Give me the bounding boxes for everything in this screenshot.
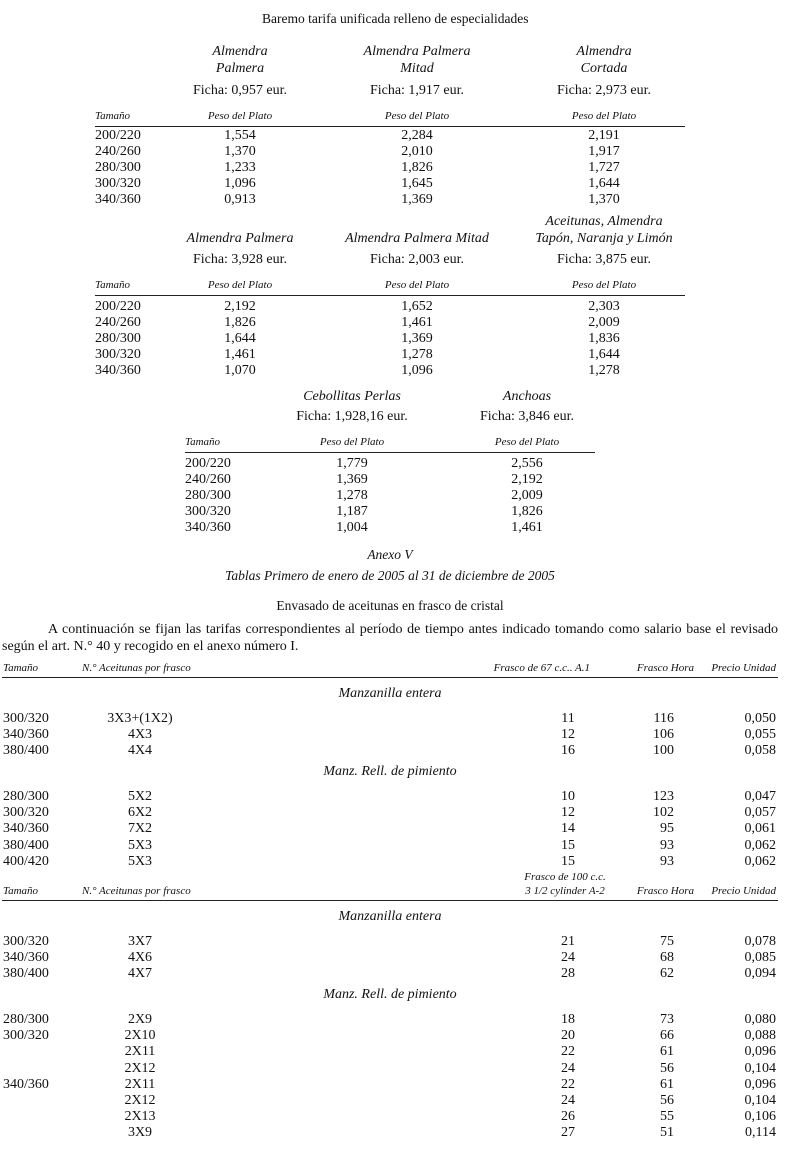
header-rule (185, 452, 595, 453)
row-size: 380/400 (3, 966, 49, 982)
row-jars: 16 (561, 743, 575, 759)
row-jars: 28 (561, 966, 575, 982)
row-unit-price: 0,055 (744, 727, 776, 743)
row-jars: 12 (561, 805, 575, 821)
column-header-per-hour: Frasco Hora (636, 885, 694, 897)
column-header-jar: Frasco de 100 c.c. (524, 871, 606, 883)
row-jars: 22 (561, 1076, 575, 1092)
row-weight: 1,278 (336, 488, 368, 503)
row-unit-price: 0,062 (744, 853, 776, 869)
row-weight: 1,917 (588, 144, 620, 159)
row-size: 300/320 (3, 1028, 49, 1044)
row-weight: 1,461 (511, 520, 543, 535)
row-unit-price: 0,096 (744, 1044, 776, 1060)
row-jars: 27 (561, 1125, 575, 1141)
row-count: 3X3+(1X2) (107, 711, 173, 726)
row-weight: 1,278 (588, 363, 620, 378)
product-name: Mitad (400, 60, 434, 76)
row-per-hour: 102 (653, 805, 674, 821)
row-weight: 1,645 (401, 176, 433, 191)
column-header-jar: Frasco de 67 c.c.. A.1 (493, 662, 590, 674)
row-size: 340/360 (3, 727, 49, 743)
row-count: 2X9 (127, 1012, 153, 1027)
product-ficha: Ficha: 3,846 eur. (479, 409, 575, 424)
product-ficha: Ficha: 0,957 eur. (192, 83, 288, 98)
row-unit-price: 0,057 (744, 805, 776, 821)
row-weight: 1,826 (401, 160, 433, 175)
row-size: 280/300 (95, 331, 141, 346)
group-title: Manz. Rell. de pimiento (323, 987, 457, 1002)
row-weight: 1,461 (224, 347, 256, 362)
row-weight: 1,278 (401, 347, 433, 362)
row-unit-price: 0,080 (744, 1012, 776, 1027)
group-title: Manz. Rell. de pimiento (323, 764, 457, 779)
product-name: Almendra Palmera (363, 44, 471, 59)
row-unit-price: 0,114 (745, 1125, 776, 1141)
row-weight: 2,556 (511, 456, 543, 471)
row-size: 240/260 (185, 472, 231, 487)
row-weight: 2,192 (224, 299, 256, 314)
row-weight: 1,070 (224, 363, 256, 378)
row-count: 4X3 (127, 727, 153, 743)
table-rule (2, 677, 778, 678)
product-name: Aceitunas, Almendra (545, 214, 663, 229)
row-size: 340/360 (3, 950, 49, 966)
row-jars: 20 (561, 1028, 575, 1044)
row-size: 300/320 (3, 805, 49, 821)
row-weight: 1,826 (224, 315, 256, 330)
row-size: 280/300 (3, 789, 49, 804)
row-count: 2X11 (124, 1044, 156, 1060)
product-ficha: Ficha: 2,003 eur. (369, 252, 465, 267)
row-size: 340/360 (3, 821, 49, 837)
row-size: 300/320 (95, 176, 141, 191)
row-size: 200/220 (185, 456, 231, 471)
row-size: 340/360 (185, 520, 231, 535)
row-weight: 1,369 (401, 331, 433, 346)
row-weight: 1,187 (336, 504, 368, 519)
group-title: Manzanilla entera (338, 909, 442, 924)
row-size: 300/320 (3, 711, 49, 726)
row-unit-price: 0,088 (744, 1028, 776, 1044)
row-count: 2X10 (124, 1028, 156, 1044)
row-weight: 1,644 (224, 331, 256, 346)
product-ficha: Ficha: 1,928,16 eur. (296, 409, 408, 424)
row-jars: 24 (561, 1093, 575, 1108)
row-weight: 1,826 (511, 504, 543, 519)
row-per-hour: 61 (660, 1076, 674, 1092)
row-unit-price: 0,050 (744, 711, 776, 726)
column-header-weight: Peso del Plato (384, 110, 450, 122)
row-count: 2X12 (124, 1060, 156, 1076)
row-unit-price: 0,078 (744, 934, 776, 949)
column-header-size: Tamaño (3, 885, 39, 897)
row-unit-price: 0,104 (744, 1093, 776, 1108)
row-per-hour: 100 (653, 743, 674, 759)
product-name: Cortada (580, 60, 628, 76)
product-ficha: Ficha: 3,875 eur. (556, 252, 652, 267)
row-jars: 22 (561, 1044, 575, 1060)
row-per-hour: 75 (660, 934, 674, 949)
row-weight: 1,370 (588, 192, 620, 207)
row-size: 280/300 (95, 160, 141, 175)
row-weight: 1,554 (224, 128, 256, 143)
product-ficha: Ficha: 1,917 eur. (369, 83, 465, 98)
row-weight: 1,644 (588, 176, 620, 191)
row-size: 240/260 (95, 144, 141, 159)
row-weight: 1,836 (588, 331, 620, 346)
row-unit-price: 0,061 (744, 821, 776, 837)
product-name: Almendra (212, 44, 268, 59)
product-name: Almendra (576, 44, 632, 59)
row-per-hour: 56 (660, 1060, 674, 1076)
row-weight: 1,096 (224, 176, 256, 191)
row-count: 6X2 (127, 805, 153, 821)
row-weight: 1,370 (224, 144, 256, 159)
row-weight: 2,010 (401, 144, 433, 159)
row-per-hour: 56 (660, 1093, 674, 1108)
row-per-hour: 123 (653, 789, 674, 804)
row-weight: 0,913 (224, 192, 256, 207)
row-count: 2X13 (124, 1109, 156, 1125)
row-weight: 1,727 (588, 160, 620, 175)
row-size: 240/260 (95, 315, 141, 330)
row-jars: 18 (561, 1012, 575, 1027)
row-count: 5X3 (127, 853, 153, 869)
row-size: 300/320 (3, 934, 49, 949)
row-unit-price: 0,062 (744, 837, 776, 853)
row-size: 380/400 (3, 837, 49, 853)
row-jars: 11 (561, 711, 575, 726)
column-header-unit-price: Precio Unidad (711, 662, 776, 674)
row-weight: 1,233 (224, 160, 256, 175)
product-name: Cebollitas Perlas (303, 389, 401, 404)
row-weight: 2,009 (511, 488, 543, 503)
row-size: 200/220 (95, 128, 141, 143)
anexo-title: Anexo V (367, 547, 413, 562)
row-unit-price: 0,094 (744, 966, 776, 982)
row-weight: 1,369 (336, 472, 368, 487)
row-weight: 2,009 (588, 315, 620, 330)
row-size: 340/360 (3, 1076, 49, 1092)
intro-paragraph: A continuación se fijan las tarifas correspondientes al período de tiempo antes indicado tomando como salario base el revisado según el art. N.° 40 y recogido en el anexo número I. (2, 622, 778, 654)
row-weight: 1,369 (401, 192, 433, 207)
row-per-hour: 73 (660, 1012, 674, 1027)
row-weight: 2,191 (588, 128, 620, 143)
row-unit-price: 0,104 (744, 1060, 776, 1076)
product-ficha: Ficha: 2,973 eur. (556, 83, 652, 98)
product-name: Almendra Palmera (186, 231, 294, 246)
row-count: 4X6 (127, 950, 153, 966)
product-name: Anchoas (502, 389, 552, 404)
row-count: 3X9 (127, 1125, 153, 1141)
product-name: Palmera (215, 60, 265, 76)
column-header-weight: Peso del Plato (319, 436, 385, 448)
group-title: Manzanilla entera (338, 686, 442, 701)
row-weight: 1,644 (588, 347, 620, 362)
anexo-subtitle: Tablas Primero de enero de 2005 al 31 de diciembre de 2005 (225, 568, 555, 583)
table-rule (2, 900, 778, 901)
row-size: 380/400 (3, 743, 49, 759)
column-header-weight: Peso del Plato (384, 279, 450, 291)
row-unit-price: 0,106 (744, 1109, 776, 1125)
row-weight: 1,779 (336, 456, 368, 471)
row-weight: 1,461 (401, 315, 433, 330)
row-size: 340/360 (95, 192, 141, 207)
column-header-size: Tamaño (95, 110, 131, 122)
row-weight: 2,303 (588, 299, 620, 314)
row-size: 200/220 (95, 299, 141, 314)
row-jars: 15 (561, 837, 575, 853)
row-count: 5X2 (127, 789, 153, 804)
row-per-hour: 66 (660, 1028, 674, 1044)
row-size: 300/320 (185, 504, 231, 519)
row-jars: 14 (561, 821, 575, 837)
product-name: Almendra Palmera Mitad (345, 231, 489, 246)
column-header-weight: Peso del Plato (571, 110, 637, 122)
row-count: 2X12 (124, 1093, 156, 1108)
row-weight: 1,004 (336, 520, 368, 535)
column-header-count: N.° Aceitunas por frasco (82, 885, 191, 897)
header-rule (95, 126, 685, 127)
product-ficha: Ficha: 3,928 eur. (192, 252, 288, 267)
row-per-hour: 106 (653, 727, 674, 743)
row-per-hour: 51 (660, 1125, 674, 1141)
column-header-size: Tamaño (95, 279, 131, 291)
row-unit-price: 0,096 (744, 1076, 776, 1092)
row-jars: 24 (561, 950, 575, 966)
row-weight: 1,096 (401, 363, 433, 378)
row-size: 300/320 (95, 347, 141, 362)
row-jars: 10 (561, 789, 575, 804)
row-per-hour: 68 (660, 950, 674, 966)
row-per-hour: 116 (653, 711, 674, 726)
row-jars: 12 (561, 727, 575, 743)
header-rule (95, 295, 685, 296)
column-header-weight: Peso del Plato (494, 436, 560, 448)
row-per-hour: 62 (660, 966, 674, 982)
row-count: 7X2 (127, 821, 153, 837)
row-per-hour: 95 (660, 821, 674, 837)
column-header-jar-type: 3 1/2 cylinder A-2 (525, 885, 605, 897)
row-unit-price: 0,058 (744, 743, 776, 759)
product-name: Tapón, Naranja y Limón (535, 230, 673, 246)
row-size: 280/300 (185, 488, 231, 503)
row-jars: 26 (561, 1109, 575, 1125)
row-count: 5X3 (127, 837, 153, 853)
page-title: Baremo tarifa unificada relleno de especialidades (262, 11, 529, 26)
row-per-hour: 55 (660, 1109, 674, 1125)
row-jars: 24 (561, 1060, 575, 1076)
row-weight: 2,192 (511, 472, 543, 487)
row-count: 4X7 (127, 966, 153, 982)
section-title: Envasado de aceitunas en frasco de cristal (276, 598, 504, 613)
row-weight: 2,284 (401, 128, 433, 143)
row-unit-price: 0,085 (744, 950, 776, 966)
row-per-hour: 93 (660, 837, 674, 853)
row-count: 2X11 (124, 1076, 156, 1092)
column-header-weight: Peso del Plato (207, 110, 273, 122)
row-jars: 15 (561, 853, 575, 869)
column-header-size: Tamaño (3, 662, 39, 674)
row-per-hour: 61 (660, 1044, 674, 1060)
row-size: 340/360 (95, 363, 141, 378)
column-header-unit-price: Precio Unidad (711, 885, 776, 897)
row-count: 4X4 (127, 743, 153, 759)
row-weight: 1,652 (401, 299, 433, 314)
row-size: 280/300 (3, 1012, 49, 1027)
row-count: 3X7 (127, 934, 153, 949)
column-header-weight: Peso del Plato (571, 279, 637, 291)
column-header-count: N.° Aceitunas por frasco (82, 662, 191, 674)
row-unit-price: 0,047 (744, 789, 776, 804)
row-per-hour: 93 (660, 853, 674, 869)
row-jars: 21 (561, 934, 575, 949)
column-header-weight: Peso del Plato (207, 279, 273, 291)
column-header-per-hour: Frasco Hora (636, 662, 694, 674)
row-size: 400/420 (3, 853, 49, 869)
column-header-size: Tamaño (185, 436, 221, 448)
